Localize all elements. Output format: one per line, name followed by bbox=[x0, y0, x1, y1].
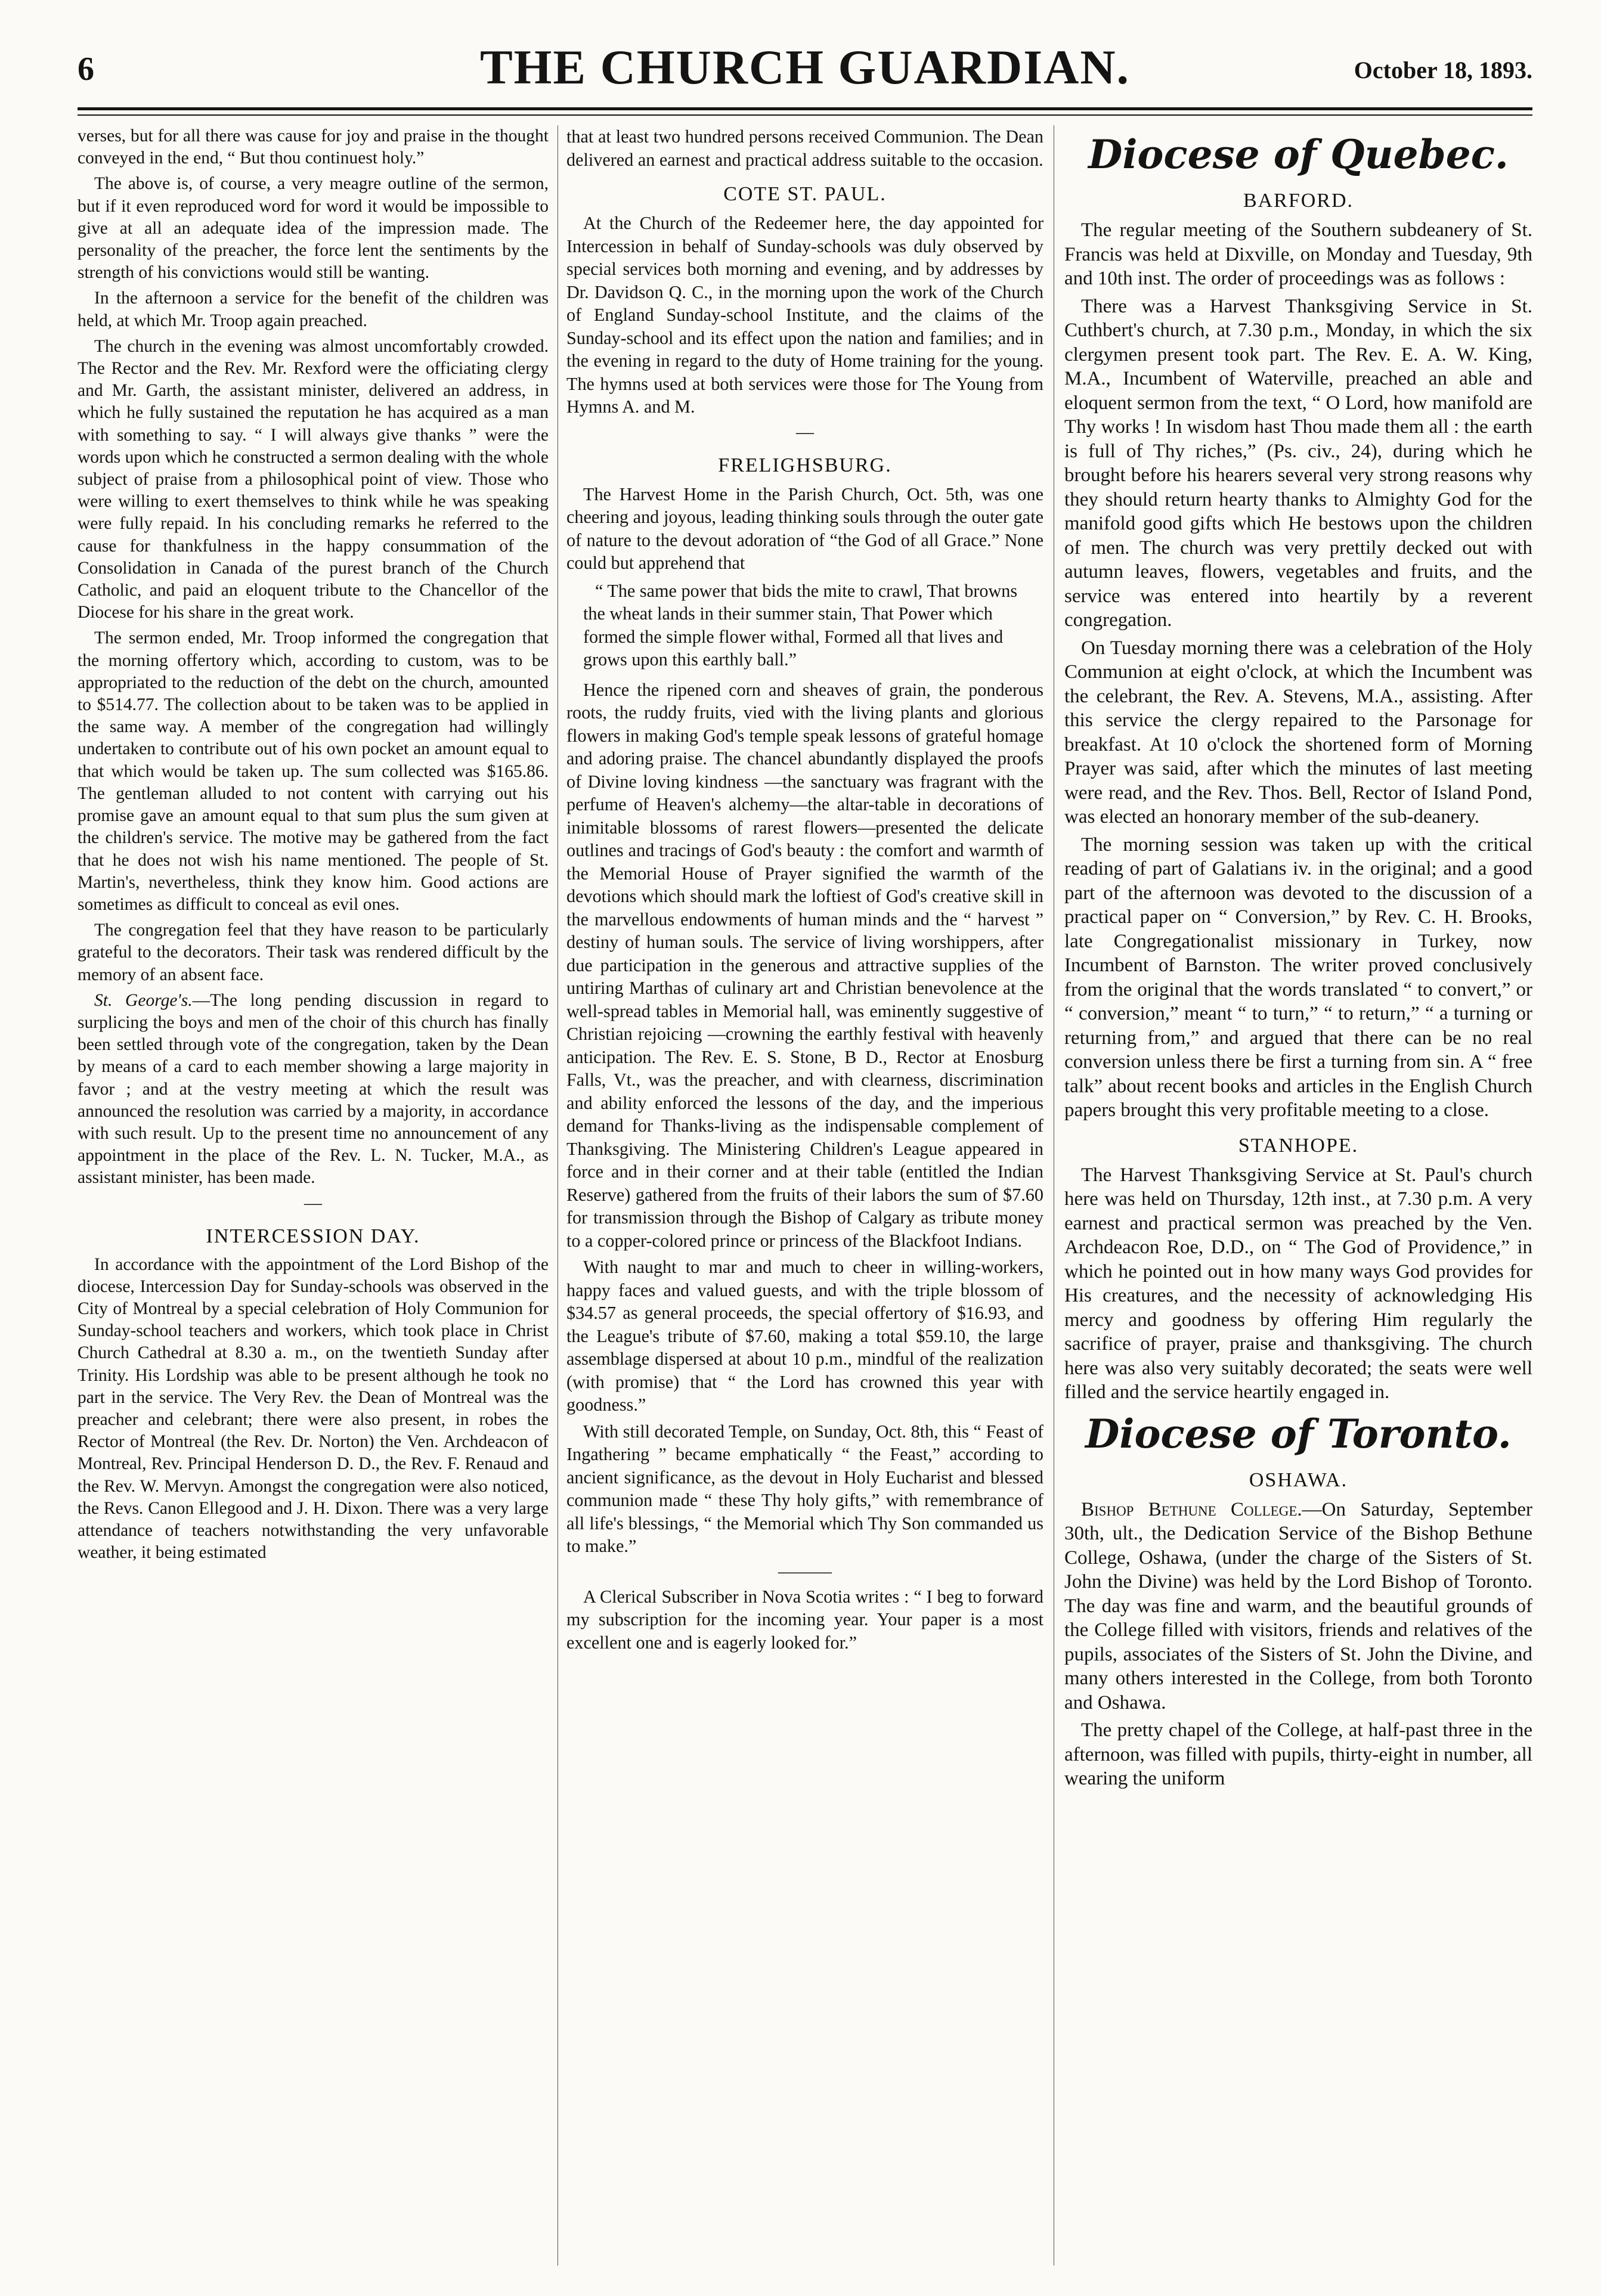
section-divider: — bbox=[796, 422, 814, 442]
paragraph: With still decorated Temple, on Sunday, Oct. 8th, this “ Feast of Ingathering ” became emphatically “ the Feast,” according to ancient significance, as the devout in Holy Eucharist and blessed communion made “ these Thy holy gifts,” with remembrance of all life's blessings, “ the Memorial which Thy Son commanded us to make.” bbox=[566, 1421, 1043, 1556]
paragraph: The regular meeting of the Southern subdeanery of St. Francis was held at Dixville, on Monday and Tuesday, 9th and 10th inst. The order of proceedings was as follows : bbox=[1064, 219, 1532, 289]
header-rule-thin bbox=[78, 114, 1532, 116]
paragraph bbox=[78, 990, 549, 1189]
section-heading-frelighsburg: FRELIGHSBURG. bbox=[718, 454, 892, 476]
paragraph: Hence the ripened corn and sheaves of grain, the ponderous roots, the ruddy fruits, vied with the living plants and glorious flowers in making God's temple speak lessons of grateful homage and adoring praise. The chancel abundantly displayed the proofs of Divine loving kindness —the sanctuary was fragrant with the perfume of Heaven's alchemy—the altar-table in decorations of inimitable blossoms of rarest flowers—presented the delicate outlines and tracings of God's beauty : the comfort and warmth of the Memorial House of Prayer signified the warmth of the devotions which should mark the loftiest of God's creative skill in the marvellous endowments of human minds and the “ harvest ” destiny of human souls. The service of living worshippers, after due participation in the generous and attractive supplies of the untiring Marthas of culinary art and Christian benevolence at the well-spread tables in Memorial hall, was eminently suggestive of Christian rejoicing —crowning the earthly festival with heavenly anticipation. The Rev. E. S. Stone, B D., Rector at Enosburg Falls, Vt., was the preacher, and with clearness, discrimination and ability enforced the lessons of the day, and the imperious demand for Thanks-living as the indispensable complement of Thanksgiving. The Ministering Children's League appeared in force and in their corner and at their table (entitled the Indian Reserve) gathered from the fruits of their labors the sum of $7.60 for transmission through the Bishop of Calgary as tribute money to a copper-colored prince or princess of the Blackfoot Indians. bbox=[566, 679, 1043, 1251]
paragraph-lead: St. George's. bbox=[94, 990, 193, 1010]
section-divider: — bbox=[304, 1192, 322, 1213]
paragraph-lead: Bishop Bethune College. bbox=[1081, 1498, 1302, 1520]
quoted-verse: “ The same power that bids the mite to crawl, That browns the wheat lands in their summer stain, That Power which formed the simple flower withal, Formed all that lives and grows upon this earthly ball.” bbox=[583, 580, 1018, 670]
section-heading-stanhope: STANHOPE. bbox=[1238, 1134, 1359, 1157]
paragraph: There was a Harvest Thanksgiving Service in St. Cuthbert's church, at 7.30 p.m., Monday, in which the six clergymen present took part. The Rev. E. A. W. King, M.A., Incumbent of Waterville, preached an able and eloquent sermon from the text, “ O Lord, how manifold are Thy works ! In wisdom hast Thou made them all : the earth is full of Thy riches,” (Ps. civ., 24), during which he brought before his hearers several very strong reasons why they should return hearty thanks to Almighty God for the manifold good gifts which He bestows upon the children of men. The church was very prettily decked out with autumn leaves, flowers, vegetables and fruits, and the service was entered into heartily by a reverent congregation. bbox=[1064, 295, 1532, 631]
paragraph-body: —On Saturday, September 30th, ult., the Dedication Service of the Bishop Bethune College, Oshawa, (under the charge of the Sisters of St. John the Divine) was held by the Lord Bishop of Toronto. The day was fine and warm, and the beautiful grounds of the College filled with visitors, friends and relatives of the pupils, associates of the Sisters of St. John the Divine, and many others interested in the College, from both Toronto and Oshawa. bbox=[1064, 1498, 1532, 1714]
paragraph: verses, but for all there was cause for joy and praise in the thought conveyed in the end, “ But thou continuest holy.” bbox=[78, 126, 549, 168]
header-rule bbox=[78, 107, 1532, 110]
paragraph: In accordance with the appointment of the Lord Bishop of the diocese, Intercession Day for Sunday-schools was observed in the City of Montreal by a special celebration of Holy Communion for Sunday-school teachers and workers, which took place in Christ Church Cathedral at 8.30 a. m., on the twentieth Sunday after Trinity. His Lordship was able to be present although he took no part in the service. The Very Rev. the Dean of Montreal was the preacher and celebrant; there were also present, in robes the Rector of Montreal (the Rev. Dr. Norton) the Ven. Archdeacon of Montreal, Rev. Principal Henderson D. D., the Rev. F. Renaud and the Rev. W. Mervyn. Amongst the congregation were also noticed, the Revs. Canon Ellegood and J. H. Dixon. There was a very large attendance of teachers notwithstanding the very unfavorable weather, it being estimated bbox=[78, 1254, 549, 1563]
paragraph: The morning session was taken up with the critical reading of part of Galatians iv. in the original; and a good part of the afternoon was devoted to the discussion of a practical paper on “ Conversion,” by Rev. C. H. Brooks, late Congregationalist missionary in Turkey, now Incumbent of Barnston. The writer proved conclusively from the original that the words translated “ to convert,” or “ conversion,” meant “ to turn,” “ to return,” “ a turning or returning from,” and argued that there can be no real conversion unless there be first a turning from sin. A “ free talk” about recent books and articles in the English Church papers brought this very profitable meeting to a close. bbox=[1064, 833, 1532, 1121]
paragraph: At the Church of the Redeemer here, the day appointed for Intercession in behalf of Sunday-schools was duly observed by special services both morning and evening, and by addresses by Dr. Davidson Q. C., in the morning upon the work of the Church of England Sunday-school Institute, and the claims of the Sunday-school and its effect upon the nation and families; and in the evening in regard to the duty of Home training for the young. The hymns used at both services were those for The Young from Hymns A. and M. bbox=[566, 213, 1043, 417]
page-number: 6 bbox=[78, 51, 94, 88]
paragraph bbox=[1064, 1498, 1532, 1715]
paragraph: On Tuesday morning there was a celebration of the Holy Communion at eight o'clock, at which the Incumbent was the celebrant, the Rev. A. Stevens, M.A., assisting. After this service the clergy repaired to the Parsonage for breakfast. At 10 o'clock the shortened form of Morning Prayer was said, after which the minutes of last meeting were read, and the Rev. Thos. Bell, Rector of Island Pond, was elected an honorary member of the sub-deanery. bbox=[1064, 637, 1532, 828]
paragraph: The congregation feel that they have reason to be particularly grateful to the decorators. Their task was rendered difficult by the memory of an absent face. bbox=[78, 921, 549, 984]
paragraph: The Harvest Home in the Parish Church, Oct. 5th, was one cheering and joyous, leading thinking souls through the outer gate of nature to the devout adoration of “the God of all Grace.” None could but apprehend that bbox=[566, 484, 1043, 573]
diocese-heading-quebec: Diocese of Quebec. bbox=[1088, 131, 1509, 178]
paragraph: The Harvest Thanksgiving Service at St. Paul's church here was held on Thursday, 12th inst., at 7.30 p.m. A very earnest and practical sermon was preached by the Ven. Archdeacon Roe, D.D., on “ The God of Providence,” in which he pointed out in how many ways God provides for His creatures, and the necessity of acknowledging His mercy and goodness by offering Him regularly the sacrifice of prayer, praise and thanksgiving. The church here was also very suitably decorated; the seats were well filled and the service heartily engaged in. bbox=[1064, 1164, 1532, 1403]
paragraph: With naught to mar and much to cheer in willing-workers, happy faces and valued guests, and with the triple blossom of $34.57 as general proceeds, the special offertory of $16.93, and the League's tribute of $7.60, making a total $59.10, the large assemblage dispersed at about 10 p.m., mindful of the realization (with promise) that “ the Lord has crowned this year with goodness.” bbox=[566, 1257, 1043, 1415]
paragraph: The sermon ended, Mr. Troop informed the congregation that the morning offertory which, according to custom, was to be appropriated to the reduction of the debt on the church, amounted to $514.77. The collection about to be taken was to be applied in the same way. A member of the congregation had willingly undertaken to contribute out of his own pocket an amount equal to that which would be taken up. The sum collected was $165.86. The gentleman alluded to not content with carrying out his promise gave an amount equal to that sum plus the sum given at the children's service. The motive may be gathered from the fact that he does not wish his name mentioned. The people of St. Martin's, nevertheless, think they know him. Good actions are sometimes as difficult to conceal as evil ones. bbox=[78, 628, 549, 914]
section-heading-cote-st-paul: COTE ST. PAUL. bbox=[723, 183, 887, 205]
paragraph: In the afternoon a service for the benefit of the children was held, at which Mr. Troop again preached. bbox=[78, 289, 549, 330]
paragraph: The church in the evening was almost uncomfortably crowded. The Rector and the Rev. Mr. Rexford were the officiating clergy and Mr. Garth, the assistant minister, delivered an address, in which he fully sustained the reputation he has acquired as a man with something to say. “ I will always give thanks ” were the words upon which he constructed a sermon dealing with the whole subject of praise from a philosophical point of view. Those who were willing to exert themselves to think while he was speaking were fully repaid. In his concluding remarks he referred to the cause for thankfulness in the happy consummation of the Consolidation in Canada of the purest branch of the Church Catholic, and paid an eloquent tribute to the Chancellor of the Diocese for his share in the great work. bbox=[78, 336, 549, 622]
column-1 bbox=[78, 125, 549, 2272]
paragraph: that at least two hundred persons received Communion. The Dean delivered an earnest and practical address suitable to the occasion. bbox=[566, 126, 1043, 170]
paragraph: The pretty chapel of the College, at half-past three in the afternoon, was filled with pupils, thirty-eight in number, all wearing the uniform bbox=[1064, 1719, 1532, 1789]
column-2 bbox=[566, 125, 1043, 2272]
section-divider: ——— bbox=[778, 1561, 832, 1581]
section-heading-oshawa: OSHAWA. bbox=[1249, 1468, 1348, 1491]
column-3 bbox=[1064, 125, 1532, 2272]
paragraph: The above is, of course, a very meagre outline of the sermon, but if it even reproduced word for word it would be impossible to give at all an adequate idea of the impression made. The personality of the preacher, the force lent the sentiments by the strength of his convictions would still be wanting. bbox=[78, 174, 549, 283]
page-header bbox=[78, 35, 1532, 99]
section-heading-barford: BARFORD. bbox=[1243, 190, 1354, 212]
diocese-heading-toronto: Diocese of Toronto. bbox=[1085, 1410, 1512, 1457]
paragraph-body: —The long pending discussion in regard to surplicing the boys and men of the choir of this church has finally been settled through vote of the congregation, taken by the Dean by means of a card to each member showing a large majority in favor ; and at the vestry meeting at which the result was announced the resolution was carried by a majority, in accordance with such result. Up to the present time no announcement of any appointment in the place of the Rev. L. N. Tucker, M.A., as assistant minister, has been made. bbox=[78, 990, 549, 1188]
issue-date: October 18, 1893. bbox=[1354, 57, 1532, 83]
masthead-title: THE CHURCH GUARDIAN. bbox=[479, 40, 1131, 94]
section-heading-intercession: INTERCESSION DAY. bbox=[206, 1225, 420, 1247]
paragraph: A Clerical Subscriber in Nova Scotia writes : “ I beg to forward my subscription for the incoming year. Your paper is a most excellent one and is eagerly looked for.” bbox=[566, 1586, 1043, 1653]
